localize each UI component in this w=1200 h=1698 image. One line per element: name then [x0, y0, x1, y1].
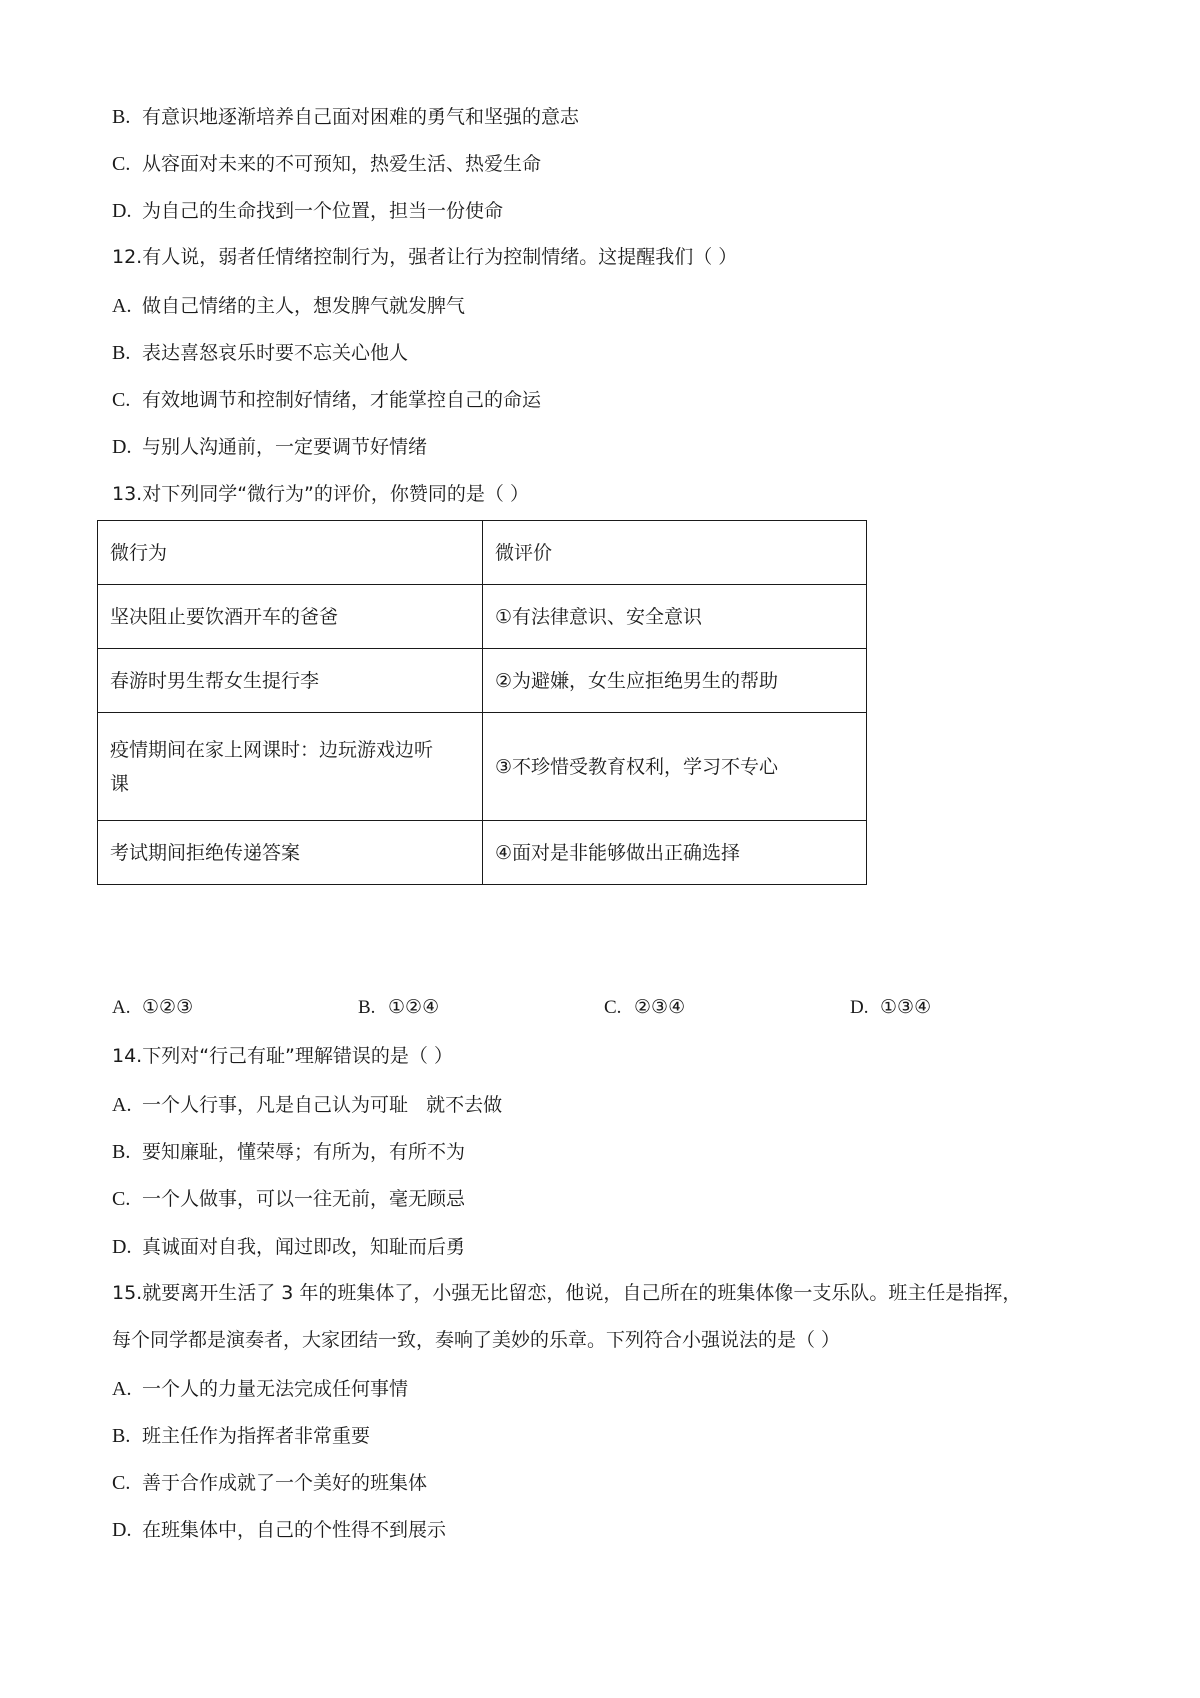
option-text: 善于合作成就了一个美好的班集体 [142, 1472, 428, 1494]
option-letter: A. [112, 1378, 132, 1400]
table-cell [98, 713, 483, 821]
q13-choice-b [358, 993, 439, 1022]
option-text: 在班集体中，自己的个性得不到展示 [142, 1519, 447, 1541]
option-text: ①②④ [388, 996, 440, 1018]
q15-option-b [112, 1421, 370, 1450]
option-letter: B. [358, 997, 376, 1018]
option-text: 为自己的生命找到一个位置，担当一份使命 [142, 200, 504, 222]
q13-choices [112, 993, 1012, 1021]
table-row [98, 713, 867, 821]
option-letter: D. [850, 997, 869, 1018]
table-row [98, 585, 867, 649]
q15-stem-line2: 每个同学都是演奏者，大家团结一致，奏响了美妙的乐章。下列符合小强说法的是（ ） [112, 1329, 841, 1351]
option-letter: D. [112, 1236, 132, 1258]
option-text: 一个人的力量无法完成任何事情 [142, 1378, 409, 1400]
table-cell: 考试期间拒绝传递答案 [98, 821, 483, 885]
table-row [98, 821, 867, 885]
option-letter: B. [112, 342, 131, 364]
option-text: 有意识地逐渐培养自己面对困难的勇气和坚强的意志 [142, 106, 580, 128]
option-letter: B. [112, 106, 131, 128]
table-row [98, 649, 867, 713]
q15-option-a [112, 1374, 408, 1403]
table-cell-line: 疫情期间在家上网课时：边玩游戏边听 [110, 738, 434, 761]
q12-option-c [112, 385, 541, 414]
option-letter: C. [112, 1188, 131, 1210]
q14-option-d [112, 1232, 465, 1261]
table-header-cell: 微行为 [98, 521, 483, 585]
table-cell: ②为避嫌，女生应拒绝男生的帮助 [483, 649, 867, 713]
option-text: 真诚面对自我，闻过即改，知耻而后勇 [142, 1236, 466, 1258]
option-letter: B. [112, 1141, 131, 1163]
option-letter: C. [604, 997, 622, 1018]
q12-option-b [112, 338, 408, 367]
option-letter: B. [112, 1425, 131, 1447]
q13-choice-c [604, 993, 685, 1022]
option-letter: A. [112, 295, 132, 317]
q11-option-c [112, 149, 541, 178]
option-text: 要知廉耻，懂荣辱；有所为，有所不为 [142, 1141, 466, 1163]
q14-option-c [112, 1184, 465, 1213]
option-text: ②③④ [634, 996, 686, 1018]
option-letter: D. [112, 436, 132, 458]
option-letter: D. [112, 1519, 132, 1541]
table-header-row [98, 521, 867, 585]
option-text: 表达喜怒哀乐时要不忘关心他人 [142, 342, 409, 364]
q15-option-c [112, 1468, 427, 1497]
table-cell: ④面对是非能够做出正确选择 [483, 821, 867, 885]
q13-choice-a [112, 993, 193, 1022]
option-text: 从容面对未来的不可预知，热爱生活、热爱生命 [142, 153, 542, 175]
table-cell: 坚决阻止要饮酒开车的爸爸 [98, 585, 483, 649]
option-text: 与别人沟通前，一定要调节好情绪 [142, 436, 428, 458]
option-letter: C. [112, 153, 131, 175]
q14-stem: 14.下列对“行己有耻”理解错误的是（ ） [112, 1045, 453, 1067]
q15-option-d [112, 1515, 446, 1544]
option-text: ①③④ [880, 996, 932, 1018]
table-header-cell: 微评价 [483, 521, 867, 585]
option-text: 有效地调节和控制好情绪，才能掌控自己的命运 [142, 389, 542, 411]
micro-behavior-table [97, 520, 867, 885]
option-text: 做自己情绪的主人，想发脾气就发脾气 [142, 295, 466, 317]
table-cell-line: 课 [110, 772, 130, 795]
q15-stem-line1: 15.就要离开生活了 3 年的班集体了，小强无比留恋，他说，自己所在的班集体像一支乐队。班主任是指挥， [112, 1282, 1022, 1304]
q13-choice-d [850, 993, 931, 1022]
q12-option-d [112, 432, 427, 461]
option-letter: A. [112, 997, 131, 1018]
q12-stem: 12.有人说，弱者任情绪控制行为，强者让行为控制情绪。这提醒我们（ ） [112, 246, 738, 268]
q14-option-a [112, 1090, 502, 1119]
table-cell: 春游时男生帮女生提行李 [98, 649, 483, 713]
q11-option-b [112, 102, 579, 131]
q14-option-b [112, 1137, 465, 1166]
q13-stem: 13.对下列同学“微行为”的评价，你赞同的是（ ） [112, 483, 529, 505]
option-text: ①②③ [142, 996, 194, 1018]
q11-option-d [112, 196, 503, 225]
option-letter: A. [112, 1094, 132, 1116]
option-letter: D. [112, 200, 132, 222]
option-letter: C. [112, 389, 131, 411]
table-cell: ③不珍惜受教育权利，学习不专心 [483, 713, 867, 821]
option-text: 一个人做事，可以一往无前，毫无顾忌 [142, 1188, 466, 1210]
option-text: 班主任作为指挥者非常重要 [142, 1425, 371, 1447]
q12-option-a [112, 291, 465, 320]
option-letter: C. [112, 1472, 131, 1494]
table-cell: ①有法律意识、安全意识 [483, 585, 867, 649]
option-text: 一个人行事，凡是自己认为可耻 就不去做 [142, 1094, 503, 1116]
